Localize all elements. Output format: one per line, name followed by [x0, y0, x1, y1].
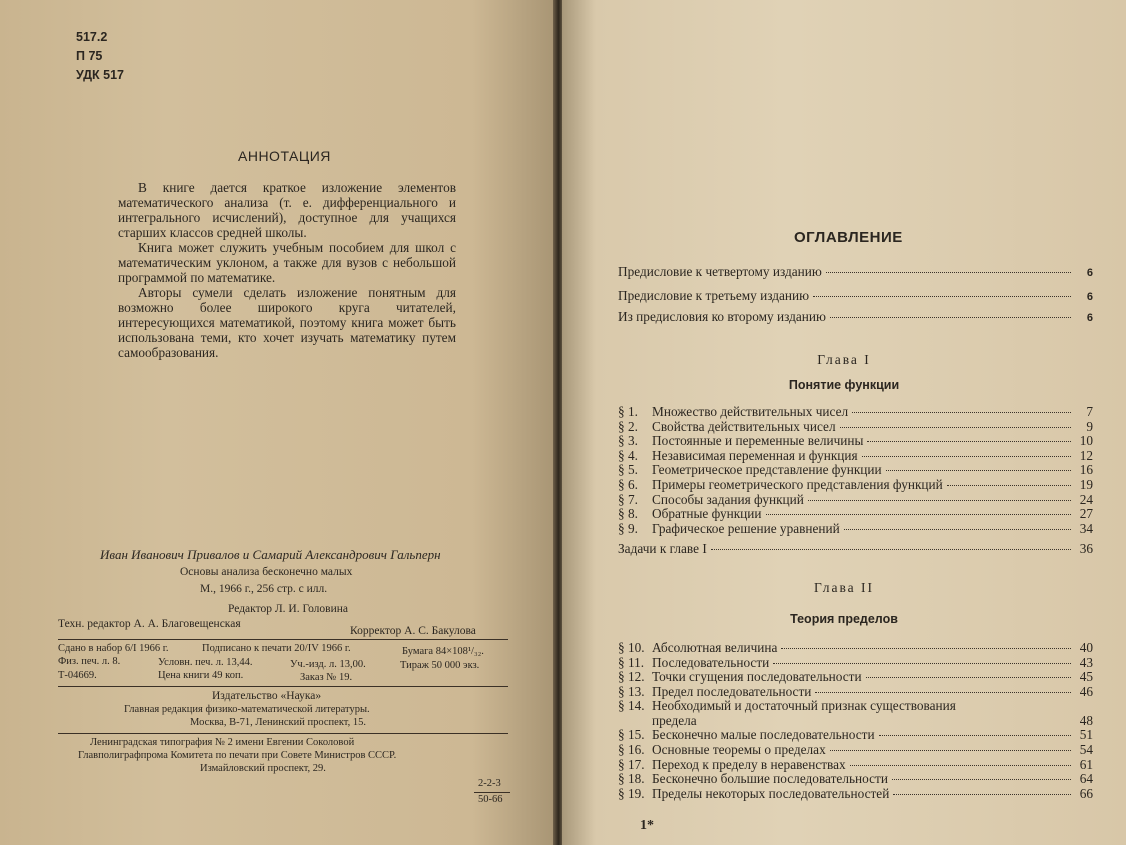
- section-title: Примеры геометрического представления функций: [652, 477, 943, 492]
- annotation-paragraph: Книга может служить учебным пособием для школ с математическим уклоном, а также для вузов с небольшой программой по математике.: [118, 240, 456, 285]
- section-page: 16: [1079, 462, 1093, 478]
- section-page: 66: [1079, 785, 1093, 801]
- toc-section-entry: [618, 449, 1093, 463]
- toc-entry-title: Из предисловия ко второму изданию: [618, 309, 826, 324]
- section-title: Предел последовательности: [652, 683, 812, 699]
- toc-section-entry: [618, 758, 1093, 772]
- section-page: 40: [1079, 640, 1093, 655]
- section-page: 61: [1079, 756, 1093, 772]
- imprint-book-title: Основы анализа бесконечно малых: [180, 566, 353, 578]
- imprint-year-pages: М., 1966 г., 256 стр. с илл.: [200, 583, 328, 595]
- dot-leader: [711, 549, 1071, 550]
- section-page: 10: [1079, 433, 1093, 449]
- section-page: 7: [1086, 404, 1093, 419]
- dot-leader: [815, 692, 1071, 693]
- section-number: § 12.: [618, 669, 645, 685]
- code-line: 517.2: [76, 30, 108, 44]
- dot-leader: [852, 412, 1071, 413]
- toc-section-entry: [618, 641, 1093, 655]
- imprint-detail: Уч.-изд. л. 13,00.: [290, 659, 366, 670]
- section-title: Переход к пределу в неравенствах: [652, 756, 846, 772]
- dot-leader: [826, 272, 1071, 273]
- toc-entry: [618, 289, 1093, 304]
- toc-entry: [618, 265, 1093, 280]
- imprint-detail: Бумага 84×108¹/₃₂.: [402, 646, 484, 657]
- section-number: § 5.: [618, 462, 638, 478]
- toc-entry-page: 6: [1086, 291, 1093, 303]
- toc-entry-title: Задачи к главе I: [618, 541, 707, 556]
- section-number: § 15.: [618, 727, 645, 743]
- dot-leader: [879, 735, 1071, 736]
- toc-section-entry: [618, 670, 1093, 684]
- imprint-detail: Т-04669.: [58, 670, 97, 681]
- section-page: 48: [1079, 712, 1093, 728]
- imprint-detail: Тираж 50 000 экз.: [400, 660, 480, 671]
- annotation-paragraph: Авторы сумели сделать изложение понятным для возможно более широкого круга читателей, интересующихся математикой, поэтому книга может быть использована теми, кто хочет изучать математику путем самообразования.: [118, 285, 456, 360]
- section-number: § 11.: [618, 654, 645, 670]
- section-number: § 16.: [618, 742, 645, 757]
- toc-section-entry: [618, 522, 1093, 536]
- section-number: § 13.: [618, 683, 645, 699]
- imprint-publisher: Издательство «Наука»: [212, 690, 322, 702]
- section-title: Бесконечно малые последовательности: [652, 727, 875, 743]
- toc-section-entry: [618, 743, 1093, 757]
- imprint-tech-editor: Техн. редактор А. А. Благовещенская: [58, 618, 241, 630]
- section-title: Постоянные и переменные величины: [652, 433, 864, 449]
- toc-section-entry: [618, 772, 1093, 786]
- signature-mark: 1*: [640, 818, 654, 833]
- toc-section-entry: [618, 405, 1093, 419]
- section-number: § 9.: [618, 520, 638, 536]
- imprint-printer: Ленинградская типография № 2 имени Евгении Соколовой: [90, 737, 355, 748]
- imprint-detail: Физ. печ. л. 8.: [58, 656, 121, 667]
- toc-section-entry: [618, 787, 1093, 801]
- dot-leader: [766, 514, 1071, 515]
- section-page: 34: [1079, 520, 1093, 536]
- section-page: 64: [1079, 771, 1093, 787]
- dot-leader: [844, 529, 1071, 530]
- section-page: 9: [1086, 418, 1093, 434]
- imprint-editor: Редактор Л. И. Головина: [228, 603, 349, 615]
- section-title: Независимая переменная и функция: [652, 447, 858, 463]
- imprint-edition-address: Москва, В-71, Ленинский проспект, 15.: [190, 717, 366, 728]
- section-number: § 10.: [618, 640, 645, 655]
- dot-leader: [947, 485, 1071, 486]
- imprint-divider: [58, 733, 508, 734]
- imprint-code-bottom: 50-66: [478, 794, 503, 805]
- code-line: П 75: [76, 49, 103, 63]
- toc-entry: [618, 310, 1093, 325]
- chapter-label: Глава II: [813, 580, 875, 595]
- section-title-continuation: предела: [652, 712, 697, 728]
- section-title: Последовательности: [652, 654, 770, 670]
- imprint-corrector: Корректор А. С. Бакулова: [350, 625, 476, 637]
- section-title: Необходимый и достаточный признак существования: [652, 698, 956, 714]
- right-page: [562, 0, 1126, 845]
- section-page: 24: [1079, 491, 1093, 507]
- imprint-detail: Сдано в набор 6/I 1966 г.: [58, 643, 169, 654]
- imprint-detail: Условн. печ. л. 13,44.: [158, 657, 253, 668]
- section-title: Основные теоремы о пределах: [652, 742, 826, 757]
- section-number: § 1.: [618, 404, 638, 419]
- section-title: Геометрическое представление функции: [652, 462, 882, 478]
- section-title: Абсолютная величина: [652, 640, 778, 655]
- section-page: 27: [1079, 506, 1093, 522]
- toc-entry-title: Предисловие к четвертому изданию: [618, 264, 822, 279]
- code-line: УДК 517: [76, 68, 125, 82]
- imprint-divider: [58, 686, 508, 687]
- dot-leader: [893, 794, 1071, 795]
- toc-entry-page: 6: [1086, 312, 1093, 324]
- chapter-label: Глава I: [817, 352, 871, 367]
- toc-entry-page: 6: [1086, 267, 1093, 279]
- section-number: § 14.: [618, 698, 645, 714]
- toc-section-entry: [618, 493, 1093, 507]
- toc-entry-page: 36: [1079, 541, 1093, 556]
- left-page: [0, 0, 555, 845]
- dot-leader: [840, 427, 1071, 428]
- section-number: § 7.: [618, 491, 638, 507]
- section-title: Пределы некоторых последовательностей: [652, 785, 890, 801]
- imprint-detail: Заказ № 19.: [300, 672, 353, 683]
- toc-title: ОГЛАВЛЕНИЕ: [794, 229, 903, 246]
- section-number: § 2.: [618, 418, 638, 434]
- imprint-detail: Подписано к печати 20/IV 1966 г.: [202, 643, 351, 654]
- section-title: Бесконечно большие последовательности: [652, 771, 888, 787]
- annotation-body: [118, 180, 456, 360]
- section-page: 19: [1079, 477, 1093, 492]
- dot-leader: [886, 470, 1071, 471]
- annotation-paragraph: В книге дается краткое изложение элементов математического анализа (т. е. дифференциального и интегрального исчислений), доступное для учащихся старших классов средней школы.: [118, 180, 456, 240]
- dot-leader: [867, 441, 1071, 442]
- section-number: § 17.: [618, 756, 645, 772]
- dot-leader: [830, 750, 1071, 751]
- section-title: Свойства действительных чисел: [652, 418, 836, 434]
- toc-section-entry: [618, 685, 1093, 699]
- toc-section-entry: [618, 463, 1093, 477]
- section-number: § 19.: [618, 785, 645, 801]
- section-number: § 18.: [618, 771, 645, 787]
- toc-section-entry: [618, 728, 1093, 742]
- imprint-code-top: 2-2-3: [478, 778, 501, 789]
- section-page: 12: [1079, 447, 1093, 463]
- imprint-code-rule: [474, 792, 510, 793]
- section-number: § 8.: [618, 506, 638, 522]
- section-number: § 6.: [618, 477, 638, 492]
- section-page: 46: [1079, 683, 1093, 699]
- imprint-edition: Главная редакция физико-математической литературы.: [124, 704, 370, 715]
- toc-entry: [618, 542, 1093, 556]
- imprint-detail: Цена книги 49 коп.: [158, 670, 244, 681]
- chapter-name: Теория пределов: [790, 612, 898, 626]
- dot-leader: [830, 317, 1071, 318]
- section-number: § 4.: [618, 447, 638, 463]
- section-page: 51: [1079, 727, 1093, 743]
- section-page: 45: [1079, 669, 1093, 685]
- toc-section-entry: [618, 656, 1093, 670]
- section-number: § 3.: [618, 433, 638, 449]
- section-title: Множество действительных чисел: [652, 404, 849, 419]
- imprint-printer: Главполиграфпрома Комитета по печати при Совете Министров СССР.: [78, 750, 397, 761]
- section-title: Обратные функции: [652, 506, 762, 522]
- section-page: 54: [1079, 742, 1093, 757]
- section-title: Графическое решение уравнений: [652, 520, 840, 536]
- classification-codes: [76, 28, 124, 85]
- dot-leader: [773, 663, 1071, 664]
- imprint-divider: [58, 639, 508, 640]
- dot-leader: [850, 765, 1071, 766]
- toc-section-entry: [618, 699, 1093, 713]
- dot-leader: [892, 779, 1071, 780]
- dot-leader: [862, 456, 1071, 457]
- dot-leader: [808, 500, 1071, 501]
- toc-section-entry: [618, 434, 1093, 448]
- imprint-authors: Иван Иванович Привалов и Самарий Александрович Гальперн: [100, 547, 441, 562]
- section-title: Способы задания функций: [652, 491, 804, 507]
- toc-section-entry: [618, 507, 1093, 521]
- dot-leader: [866, 677, 1071, 678]
- section-title: Точки сгущения последовательности: [652, 669, 862, 685]
- toc-entry-title: Предисловие к третьему изданию: [618, 288, 810, 303]
- section-page: 43: [1079, 654, 1093, 670]
- toc-section-continuation: [652, 714, 1093, 728]
- toc-section-entry: [618, 420, 1093, 434]
- dot-leader: [813, 296, 1071, 297]
- chapter-name: Понятие функции: [788, 378, 900, 392]
- imprint-printer-address: Измайловский проспект, 29.: [200, 763, 326, 774]
- dot-leader: [781, 648, 1071, 649]
- toc-section-entry: [618, 478, 1093, 492]
- annotation-title: АННОТАЦИЯ: [238, 148, 331, 164]
